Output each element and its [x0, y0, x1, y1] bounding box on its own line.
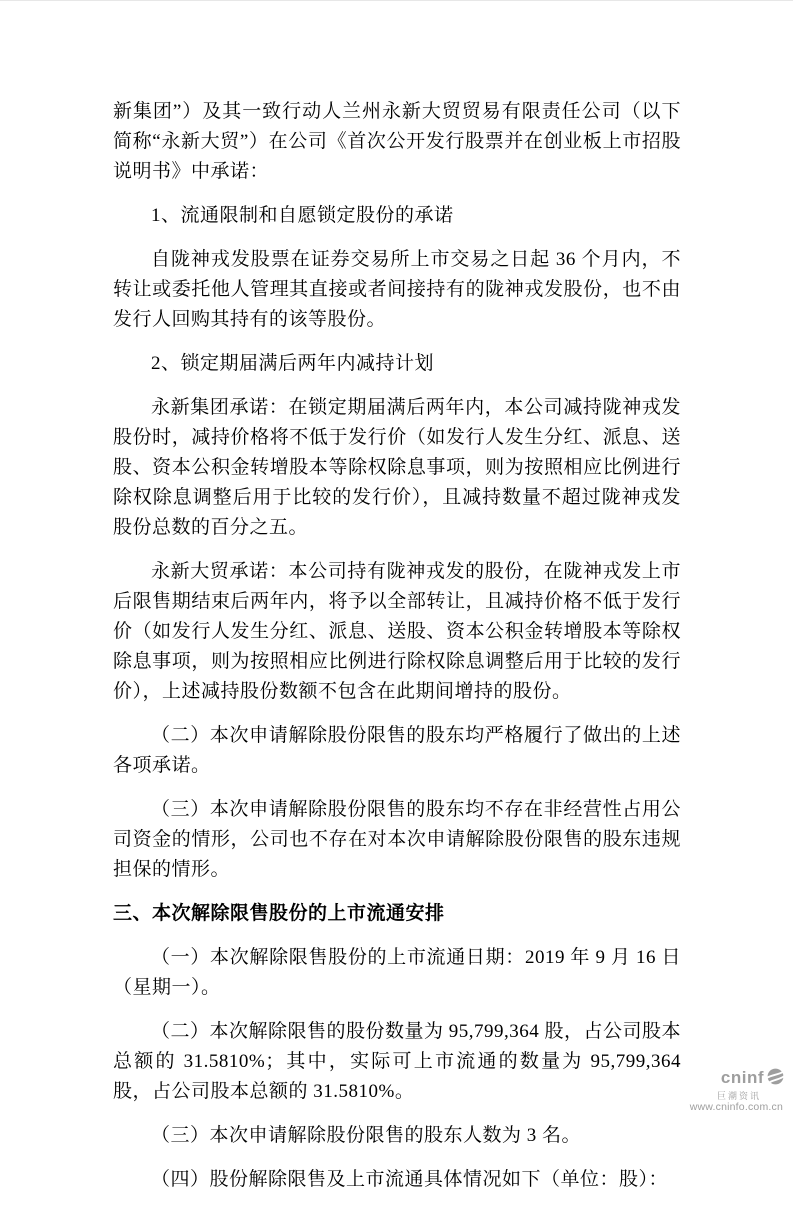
section-heading-3: 三、本次解除限售股份的上市流通安排 [113, 903, 445, 924]
cninfo-url: www.cninfo.com.cn [689, 1101, 783, 1114]
paragraph: （三）本次申请解除股份限售的股东均不存在非经营性占用公司资金的情形，公司也不存在对本次申请解除股份限售的股东违规担保的情形。 [113, 799, 681, 880]
paragraph: （二）本次解除限售的股份数量为 95,799,364 股，占公司股本总额的 31.5810%；其中，实际可上市流通的数量为 95,799,364 股，占公司股本总额的 31.5810%。 [113, 1021, 682, 1102]
cninfo-swirl-icon [766, 1067, 785, 1091]
sub-heading-2: 2、锁定期届满后两年内减持计划 [151, 353, 435, 374]
paragraph-continuation: 新集团”）及其一致行动人兰州永新大贸贸易有限责任公司（以下简称“永新大贸”）在公司《首次公开发行股票并在创业板上市招股说明书》中承诺： [113, 101, 681, 182]
paragraph: （四）股份解除限售及上市流通具体情况如下（单位：股）： [151, 1169, 669, 1190]
paragraph: 永新大贸承诺：本公司持有陇神戎发的股份，在陇神戎发上市后限售期结束后两年内，将予以全部转让，且减持价格不低于发行价（如发行人发生分红、派息、送股、资本公积金转增股本等除权除息事项，则为按照相应比例进行除权除息调整后用于比较的发行价），上述减持股份数额不包含在此期间增持的股份。 [113, 561, 681, 702]
paragraph: （一）本次解除限售股份的上市流通日期：2019 年 9 月 16 日（星期一）。 [113, 947, 681, 998]
paragraph: 自陇神戎发股票在证券交易所上市交易之日起 36 个月内，不转让或委托他人管理其直接或者间接持有的陇神戎发股份，也不由发行人回购其持有的该等股份。 [113, 249, 681, 330]
cninfo-logo [625, 1067, 785, 1114]
sub-heading-1: 1、流通限制和自愿锁定股份的承诺 [151, 205, 454, 226]
paragraph: （三）本次申请解除股份限售的股东人数为 3 名。 [151, 1125, 582, 1146]
paragraph: （二）本次申请解除股份限售的股东均严格履行了做出的上述各项承诺。 [113, 725, 681, 776]
paragraph: 永新集团承诺：在锁定期届满后两年内，本公司减持陇神戎发股份时，减持价格将不低于发行价（如发行人发生分红、派息、送股、资本公积金转增股本等除权除息事项，则为按照相应比例进行除权除息调整后用于比较的发行价），且减持数量不超过陇神戎发股份总数的百分之五。 [113, 397, 681, 538]
cninfo-brand-text: cninf [720, 1068, 764, 1088]
cninfo-subtitle: 巨潮资讯 [716, 1090, 761, 1101]
